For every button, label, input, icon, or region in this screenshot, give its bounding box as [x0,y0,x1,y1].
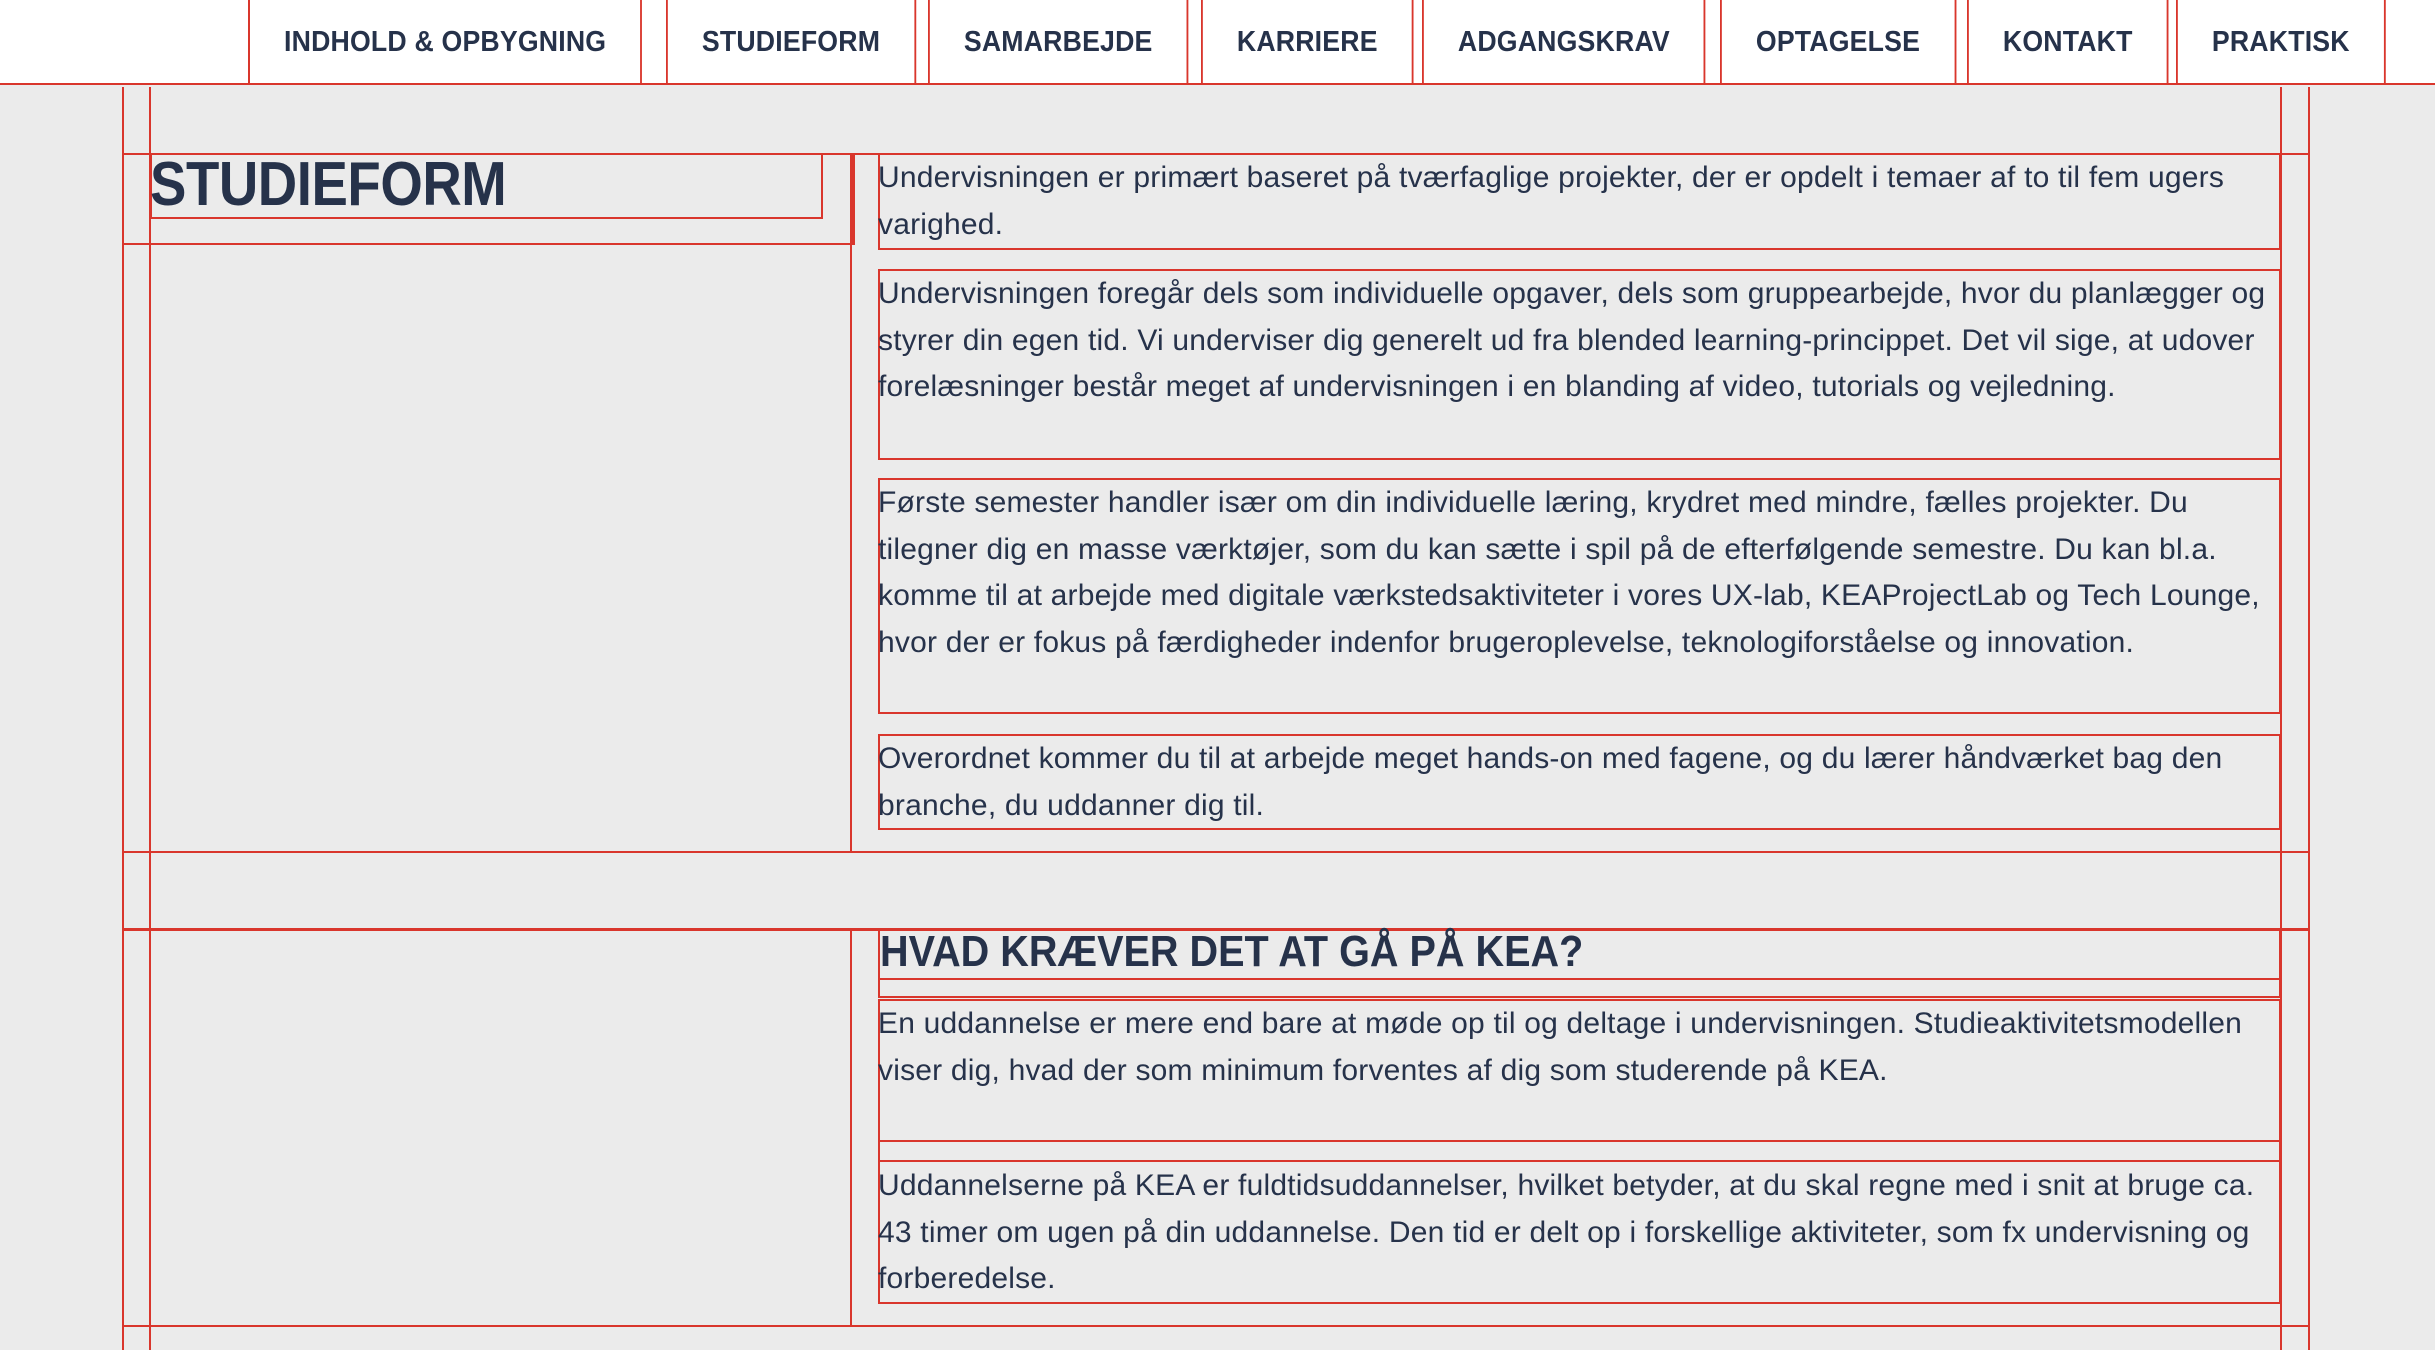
nav-item-optagelse[interactable]: OPTAGELSE [1720,0,1956,85]
nav-item-adgangskrav[interactable]: ADGANGSKRAV [1422,0,1706,85]
section1-paragraph-2: Undervisningen foregår dels som individuelle opgaver, dels som gruppearbejde, hvor du planlægger og styrer din egen tid. Vi underviser dig generelt ud fra blended learning-princippet. Det vil sige, at udover forelæsninger består meget af undervisningen i en blanding af video, tutorials og vejledning. [878,277,2266,404]
nav-item-karriere[interactable]: KARRIERE [1201,0,1414,85]
top-navigation-bar [0,0,2435,85]
section2-paragraph-1: En uddannelse er mere end bare at møde op til og deltage i undervisningen. Studieaktivitetsmodellen viser dig, hvad der som minimum forventes af dig som studerende på KEA. [878,1007,2242,1087]
nav-item-indhold[interactable]: INDHOLD & OPBYGNING [250,0,642,85]
nav-item-praktisk[interactable]: PRAKTISK [2176,0,2386,85]
section2-paragraph-2: Uddannelserne på KEA er fuldtidsuddannelser, hvilket betyder, at du skal regne med i snit at bruge ca. 43 timer om ugen på din uddannelse. Den tid er delt op i forskellige aktiviteter, som fx undervisning og forberedelse. [878,1169,2255,1296]
grid-guide-line [122,1325,2310,1327]
paragraph-box [878,1140,2281,1162]
section1-paragraph-4: Overordnet kommer du til at arbejde meget hands-on med fagene, og du lærer håndværket bag den branche, du uddanner dig til. [878,742,2223,822]
grid-guide-line [149,87,151,1350]
grid-guide-line [2308,87,2310,1350]
nav-menu [248,0,2394,85]
section1-paragraph-1: Undervisningen er primært baseret på tværfaglige projekter, der er opdelt i temaer af to til fem ugers varighed. [878,161,2225,241]
grid-guide-line [850,153,852,853]
paragraph-box [878,978,2281,998]
grid-guide-line [852,153,855,245]
section1-paragraph-3: Første semester handler især om din individuelle læring, krydret med mindre, fælles projekter. Du tilegner dig en masse værktøjer, som du kan sætte i spil på de efterfølgende semestre. Du kan bl.a. komme til at arbejde med digitale værkstedsaktiviteter i vores UX-lab, KEAProjectLab og Tech Lounge, hvor der er fokus på færdigheder indenfor brugeroplevelse, teknologiforståelse og innovation. [878,486,2260,659]
nav-item-studieform[interactable]: STUDIEFORM [666,0,916,85]
nav-item-kontakt[interactable]: KONTAKT [1967,0,2168,85]
grid-guide-line [122,851,2310,853]
section-title-hvad-kraever: HVAD KRÆVER DET AT GÅ PÅ KEA? [880,927,1584,976]
section-title-studieform: STUDIEFORM [150,150,507,219]
grid-guide-line [122,87,124,1350]
grid-guide-line [122,243,852,245]
grid-guide-line [850,930,852,1327]
nav-item-samarbejde[interactable]: SAMARBEJDE [928,0,1188,85]
